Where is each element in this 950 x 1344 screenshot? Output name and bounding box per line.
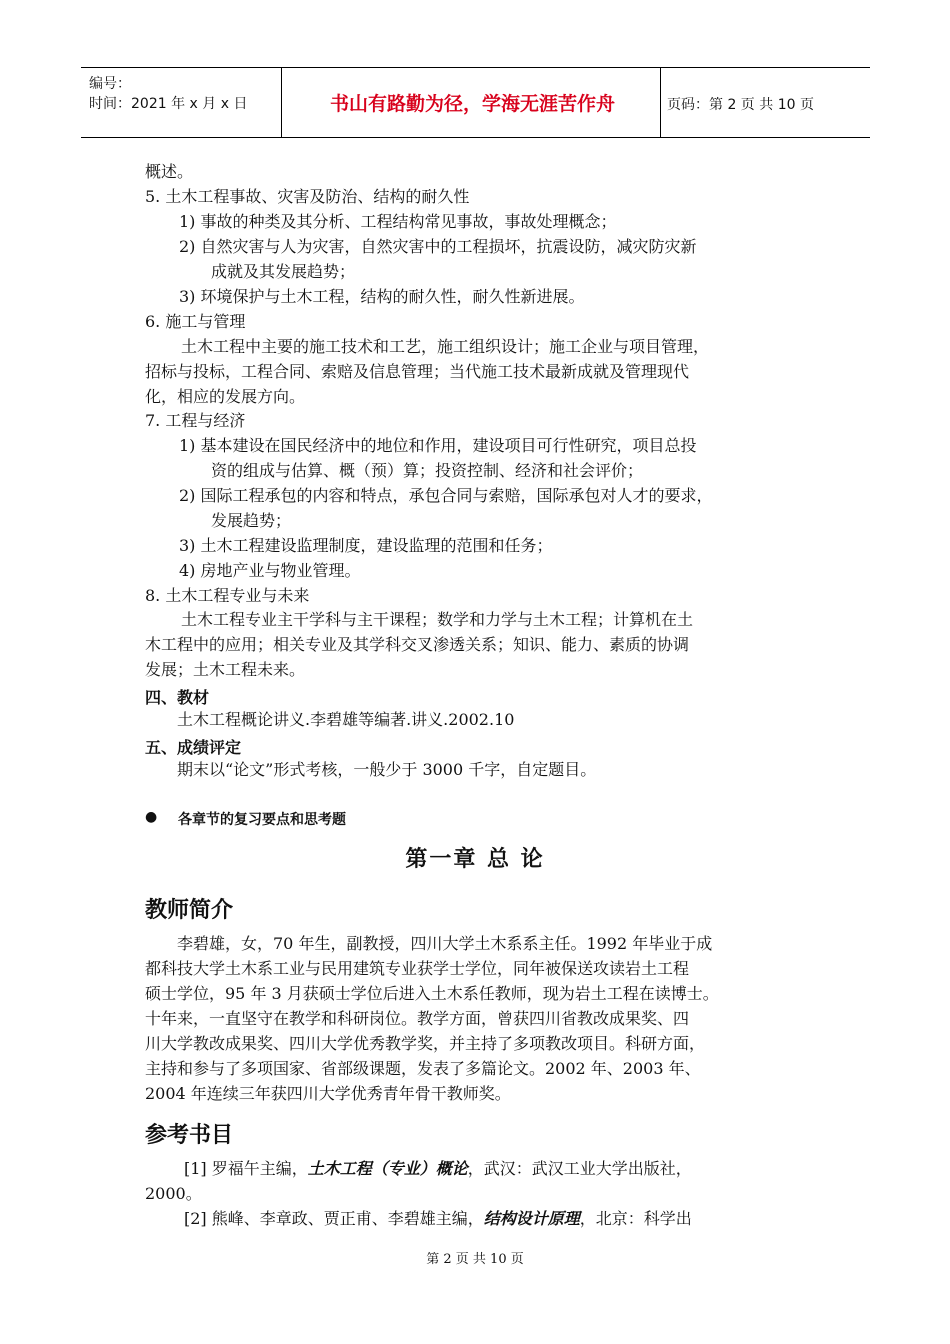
list-item: 1) 事故的种类及其分析、工程结构常见事故，事故处理概念；: [179, 212, 617, 231]
header-divider: [660, 68, 661, 137]
list-item-cont: 成就及其发展趋势；: [211, 262, 356, 281]
textbook-line: 土木工程概论讲义.李碧雄等编著.讲义.2002.10: [177, 710, 515, 729]
paragraph-line: 土木工程专业主干学科与主干课程；数学和力学与土木工程；计算机在土: [181, 610, 694, 629]
section-8-title: 8. 土木工程专业与未来: [145, 586, 310, 605]
reference-text: [1] 罗福午主编，: [184, 1159, 308, 1178]
list-item-cont: 发展趋势；: [211, 511, 292, 530]
paragraph-line: 2004 年连续三年获四川大学优秀青年骨干教师奖。: [145, 1084, 511, 1103]
reference-item: [184, 1209, 692, 1229]
paragraph-line: 李碧雄，女，70 年生，副教授，四川大学土木系系主任。1992 年毕业于成: [177, 934, 713, 953]
list-item: 4) 房地产业与物业管理。: [179, 561, 361, 580]
reference-item: [184, 1159, 692, 1179]
list-item: 1) 基本建设在国民经济中的地位和作用，建设项目可行性研究，项目总投: [179, 436, 697, 455]
paragraph-line: 化，相应的发展方向。: [145, 387, 306, 406]
list-item: 2) 自然灾害与人为灾害，自然灾害中的工程损坏，抗震设防，减灾防灾新: [179, 237, 697, 256]
bullet-heading: 各章节的复习要点和思考题: [178, 812, 346, 828]
grading-line: 期末以“论文”形式考核，一般少于 3000 千字，自定题目。: [177, 760, 597, 779]
doc-time-label: 时间：2021 年 x 月 x 日: [89, 96, 248, 112]
reference-item-cont: 2000。: [145, 1184, 202, 1203]
page-footer: 第 2 页 共 10 页: [426, 1252, 524, 1267]
heading-textbook: 四、教材: [145, 688, 210, 707]
bullet-icon: ●: [145, 809, 158, 825]
paragraph-line: 招标与投标，工程合同、索赔及信息管理；当代施工技术最新成就及管理现代: [145, 362, 690, 381]
paragraph-line: 硕士学位，95 年 3 月获硕士学位后进入土木系任教师，现为岩土工程在读博士。: [145, 984, 719, 1003]
paragraph-line: 十年来，一直坚守在教学和科研岗位。教学方面，曾获四川省教改成果奖、四: [145, 1009, 690, 1028]
section-7-title: 7. 工程与经济: [145, 411, 246, 430]
list-item: 3) 土木工程建设监理制度，建设监理的范围和任务；: [179, 536, 553, 555]
page-header: [81, 67, 870, 138]
header-page-label: 页码：第 2 页 共 10 页: [667, 97, 814, 113]
reference-book-title: 结构设计原理: [483, 1209, 580, 1228]
header-divider: [281, 68, 282, 137]
header-motto: 书山有路勤为径，学海无涯苦作舟: [329, 93, 615, 115]
doc-number-label: 编号：: [89, 76, 131, 92]
paragraph-line: 土木工程中主要的施工技术和工艺，施工组织设计；施工企业与项目管理，: [181, 337, 710, 356]
section-6-title: 6. 施工与管理: [145, 312, 246, 331]
chapter-title: 第一章 总 论: [405, 847, 545, 872]
heading-grading: 五、成绩评定: [145, 738, 242, 757]
paragraph-line: 川大学教改成果奖、四川大学优秀教学奖，并主持了多项教改项目。科研方面，: [145, 1034, 706, 1053]
list-item-cont: 资的组成与估算、概（预）算；投资控制、经济和社会评价；: [211, 461, 644, 480]
paragraph-line: 都科技大学土木系工业与民用建筑专业获学士学位，同年被保送攻读岩土工程: [145, 959, 690, 978]
paragraph-line: 发展；土木工程未来。: [145, 660, 306, 679]
paragraph-line: 木工程中的应用；相关专业及其学科交叉渗透关系；知识、能力、素质的协调: [145, 635, 690, 654]
header-meta: [89, 74, 247, 114]
section-5-title: 5. 土木工程事故、灾害及防治、结构的耐久性: [145, 187, 470, 206]
reference-text: ，北京：科学出: [579, 1209, 692, 1228]
list-item: 3) 环境保护与土木工程，结构的耐久性，耐久性新进展。: [179, 287, 585, 306]
heading-teacher: 教师简介: [145, 898, 234, 923]
reference-text: ，武汉：武汉工业大学出版社，: [467, 1159, 692, 1178]
reference-text: [2] 熊峰、李章政、贾正甫、李碧雄主编，: [184, 1209, 484, 1228]
paragraph-line: 主持和参与了多项国家、省部级课题，发表了多篇论文。2002 年、2003 年、: [145, 1059, 701, 1078]
heading-references: 参考书目: [145, 1123, 234, 1148]
text-line: 概述。: [145, 162, 194, 181]
reference-book-title: 土木工程（专业）概论: [307, 1159, 468, 1178]
list-item: 2) 国际工程承包的内容和特点，承包合同与索赔，国际承包对人才的要求，: [179, 486, 713, 505]
